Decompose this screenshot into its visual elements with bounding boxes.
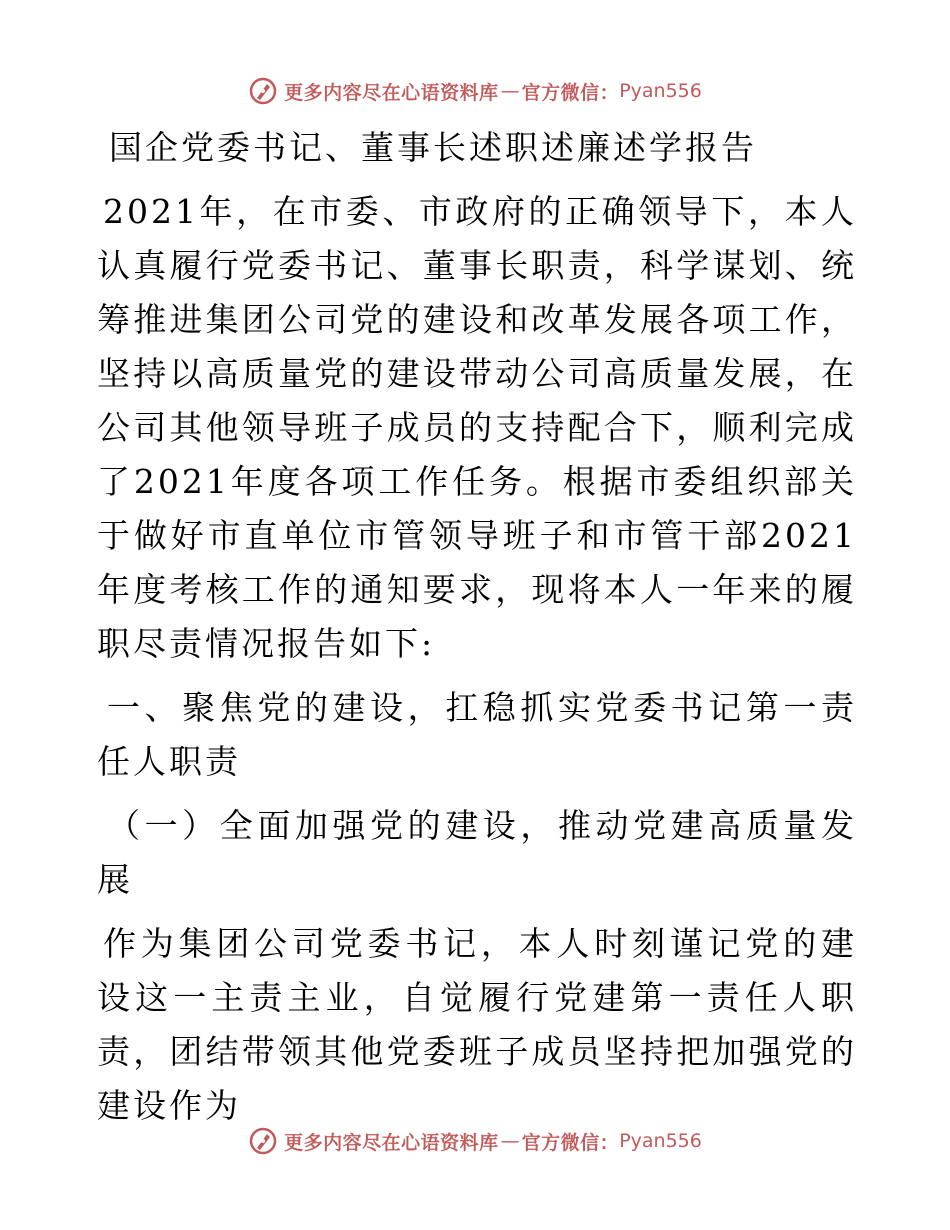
subsection-heading: （一）全面加强党的建设，推动党建高质量发展 <box>97 806 857 899</box>
pen-nib-logo-icon <box>248 76 278 106</box>
document-body <box>97 121 857 1143</box>
watermark-contact-id: Pyan556 <box>619 1130 702 1152</box>
section-heading: 一、聚焦党的建设，扛稳抓实党委书记第一责任人职责 <box>97 688 857 781</box>
document-title: 国企党委书记、董事长述职述廉述学报告 <box>109 128 757 167</box>
watermark-text: 更多内容尽在心语资料库 <box>284 1131 499 1154</box>
watermark-contact-label: 官方微信： <box>521 81 620 104</box>
watermark-contact-label: 官方微信： <box>521 1131 620 1154</box>
watermark-separator: — <box>500 80 520 102</box>
body-paragraph: 作为集团公司党委书记，本人时刻谨记党的建设这一主责主业，自觉履行党建第一责任人职责，团结带领其他党委班子成员坚持把加强党的建设作为 <box>97 924 857 1125</box>
intro-paragraph: 2021年，在市委、市政府的正确领导下，本人认真履行党委书记、董事长职责，科学谋划、统筹推进集团公司党的建设和改革发展各项工作，坚持以高质量党的建设带动公司高质量发展，在公司其他领导班子成员的支持配合下，顺利完成了2021年度各项工作任务。根据市委组织部关于做好市直单位市管领导班子和市管干部2021年度考核工作的通知要求，现将本人一年来的履职尽责情况报告如下: <box>97 192 857 663</box>
pen-nib-logo-icon <box>248 1126 278 1156</box>
watermark-text: 更多内容尽在心语资料库 <box>284 81 499 104</box>
footer-watermark <box>0 1126 950 1156</box>
watermark-separator: — <box>500 1130 520 1152</box>
header-watermark <box>0 76 950 106</box>
watermark-contact-id: Pyan556 <box>619 80 702 102</box>
